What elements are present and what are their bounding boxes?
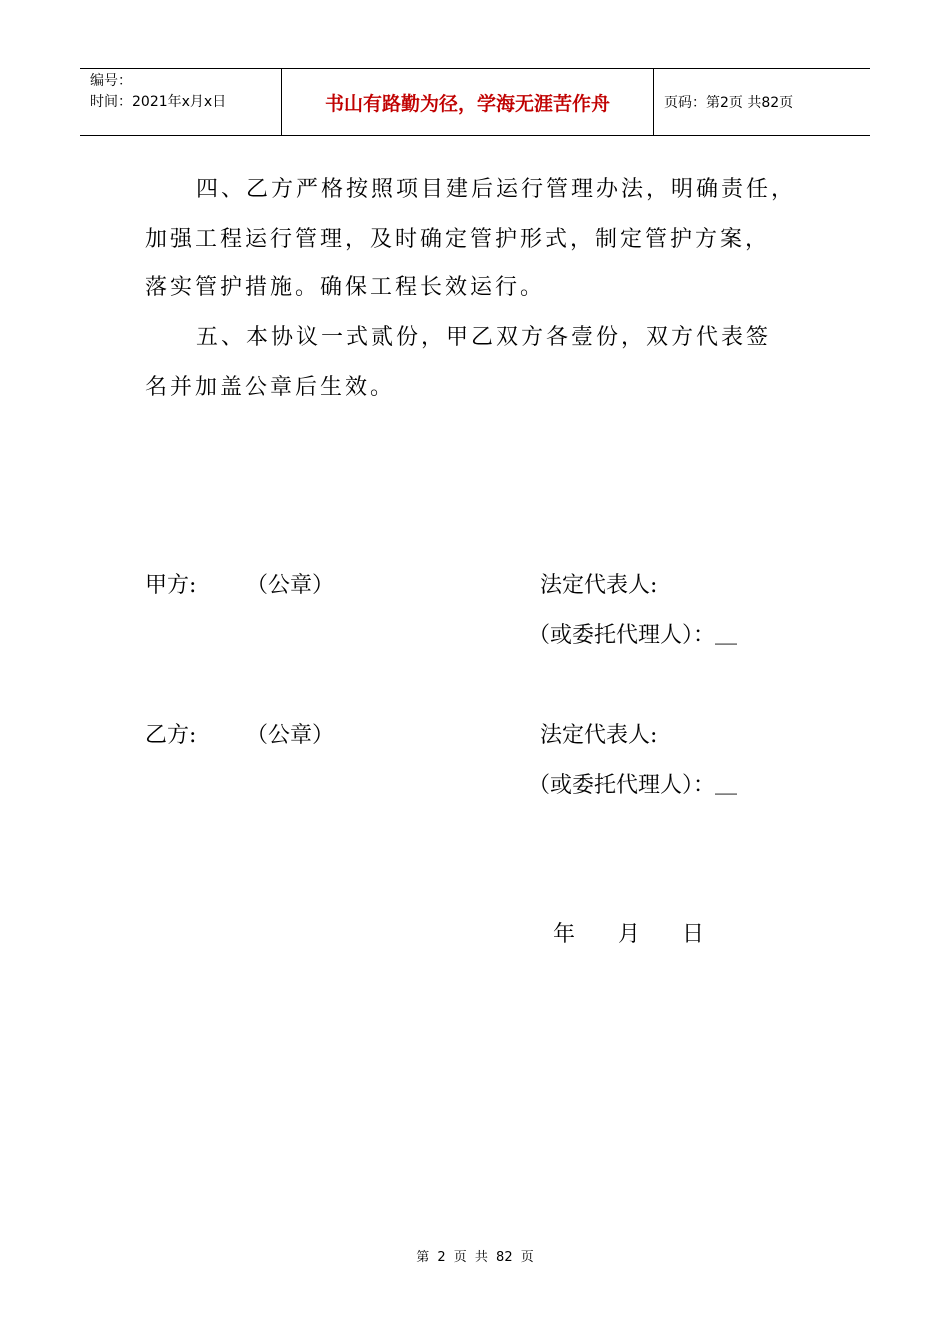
para4-line3: 落实管护措施。确保工程长效运行。: [145, 275, 546, 300]
header-motto: 书山有路勤为径，学海无涯苦作舟: [282, 69, 654, 135]
party-b-seal: （公章）: [246, 723, 335, 748]
party-a-seal: （公章）: [246, 573, 335, 598]
header-meta: [80, 69, 282, 135]
doc-number-label: 编号：: [90, 73, 132, 89]
document-header: [80, 68, 870, 136]
date-month: 月: [618, 922, 641, 947]
header-page-code: 页码：第2页 共82页: [664, 95, 794, 111]
para4-line2: 加强工程运行管理，及时确定管护形式，制定管护方案，: [145, 227, 771, 252]
para4-line1: 四、乙方严格按照项目建后运行管理办法，明确责任，: [196, 177, 797, 202]
party-b-label: 乙方:: [145, 723, 197, 748]
date-day: 日: [682, 922, 705, 947]
doc-time-label: 时间：2021年x月x日: [90, 94, 227, 110]
party-a-agent: （或委托代理人）：＿: [528, 623, 738, 648]
party-a-label: 甲方:: [145, 573, 197, 598]
para5-line1: 五、本协议一式贰份，甲乙双方各壹份，双方代表签: [196, 325, 772, 350]
date-year: 年: [553, 922, 576, 947]
page-footer: 第 2 页 共 82 页: [416, 1250, 534, 1265]
party-b-rep: 法定代表人:: [540, 723, 658, 748]
party-a-rep: 法定代表人:: [540, 573, 658, 598]
party-b-agent: （或委托代理人）：＿: [528, 773, 738, 798]
para5-line2: 名并加盖公章后生效。: [145, 375, 396, 400]
